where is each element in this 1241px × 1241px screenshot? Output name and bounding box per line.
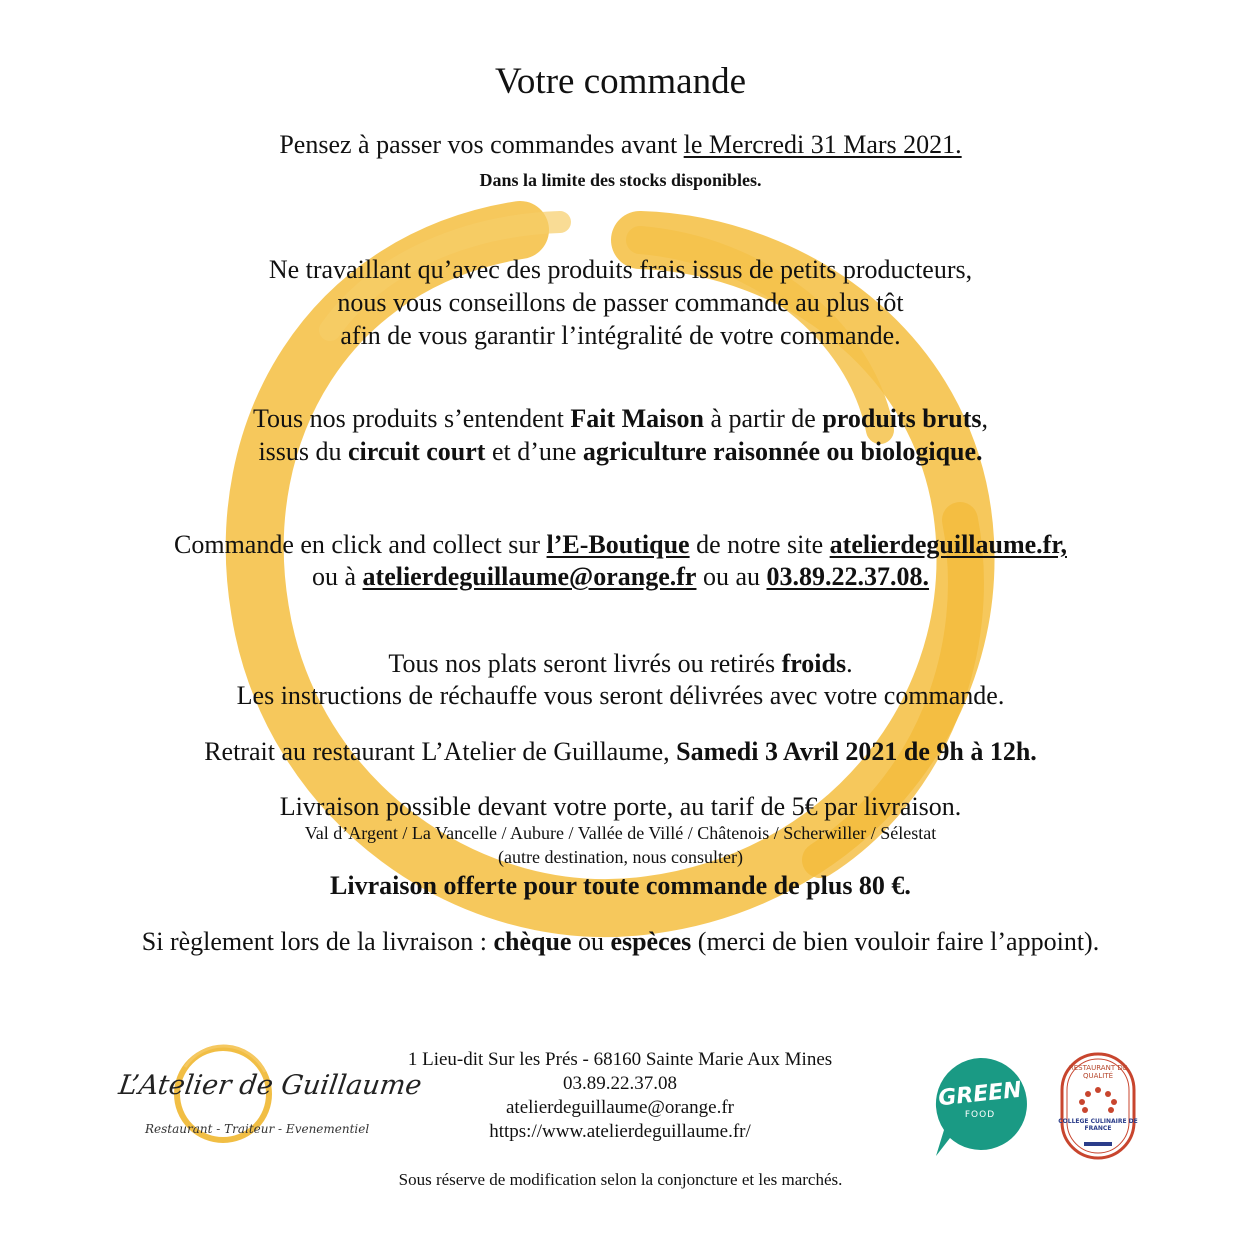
footer-contact <box>320 1048 920 1144</box>
text-segment: à partir de <box>703 404 823 433</box>
fresh-line-3: afin de vous garantir l’intégralité de votre commande. <box>340 321 901 350</box>
logo-name: L’Atelier de Guillaume <box>116 1070 424 1101</box>
deadline-prefix: Pensez à passer vos commandes avant <box>279 130 684 159</box>
text-segment: , <box>981 404 989 433</box>
footer-website[interactable]: https://www.atelierdeguillaume.fr/ <box>489 1121 751 1142</box>
text-segment: (merci de bien vouloir faire l’appoint). <box>691 927 1100 956</box>
logo-subtitle: Restaurant - Traiteur - Evenementiel <box>145 1122 370 1136</box>
seal-top-text: RESTAURANT DE QUALITÉ <box>1068 1064 1128 1080</box>
text-segment: . <box>846 649 853 678</box>
footer-phone: 03.89.22.37.08 <box>563 1073 677 1094</box>
deadline-line <box>0 130 1241 160</box>
text-segment: Tous nos produits s’entendent <box>252 404 571 433</box>
cold-line-2: Les instructions de réchauffe vous seront délivrées avec votre commande. <box>236 681 1005 710</box>
highlight-especes: espèces <box>610 927 692 956</box>
phone-link[interactable]: 03.89.22.37.08. <box>766 562 930 591</box>
eboutique-link[interactable]: l’E-Boutique <box>546 530 690 559</box>
email-link[interactable]: atelierdeguillaume@orange.fr <box>362 562 697 591</box>
highlight-cheque: chèque <box>493 927 572 956</box>
pickup-line <box>0 737 1241 767</box>
order-line-2 <box>0 562 1241 592</box>
text-segment: issus du <box>258 437 349 466</box>
order-line-1 <box>0 530 1241 560</box>
text-segment: ou <box>571 927 611 956</box>
green-food-title: GREEN <box>937 1077 1023 1112</box>
highlight-produits-bruts: produits bruts <box>822 404 982 433</box>
disclaimer: Sous réserve de modification selon la conjoncture et les marchés. <box>398 1170 843 1189</box>
highlight-agriculture: agriculture raisonnée ou biologique. <box>582 437 983 466</box>
green-food-sub: FOOD <box>964 1110 996 1120</box>
payment-line <box>0 927 1241 957</box>
quality-seal <box>1058 1050 1138 1162</box>
products-line-2 <box>0 437 1241 467</box>
stock-note: Dans la limite des stocks disponibles. <box>479 170 762 190</box>
text-segment: ou au <box>696 562 767 591</box>
products-line-1 <box>0 404 1241 434</box>
footer-address: 1 Lieu-dit Sur les Prés - 68160 Sainte Marie Aux Mines <box>407 1049 833 1070</box>
free-delivery: Livraison offerte pour toute commande de plus 80 €. <box>330 871 911 900</box>
delivery-line: Livraison possible devant votre porte, au tarif de 5€ par livraison. <box>279 792 962 821</box>
footer-email[interactable]: atelierdeguillaume@orange.fr <box>506 1097 734 1118</box>
text-segment: de notre site <box>689 530 830 559</box>
delivery-towns: Val d’Argent / La Vancelle / Aubure / Vallée de Villé / Châtenois / Scherwiller / Sélestat <box>304 823 937 843</box>
highlight-pickup-date: Samedi 3 Avril 2021 de 9h à 12h. <box>676 737 1037 766</box>
atelier-logo <box>105 1042 424 1152</box>
deadline-date: le Mercredi 31 Mars 2021. <box>683 130 962 159</box>
text-segment: Commande en click and collect sur <box>174 530 547 559</box>
fresh-line-1: Ne travaillant qu’avec des produits frais issus de petits producteurs, <box>268 255 973 284</box>
text-segment: Si règlement lors de la livraison : <box>141 927 494 956</box>
highlight-circuit-court: circuit court <box>348 437 486 466</box>
text-segment: et d’une <box>485 437 583 466</box>
cold-line-1 <box>0 649 1241 679</box>
delivery-other: (autre destination, nous consulter) <box>498 847 743 867</box>
highlight-froids: froids <box>781 649 847 678</box>
page-title: Votre commande <box>494 61 747 102</box>
fresh-line-2: nous vous conseillons de passer commande au plus tôt <box>337 288 904 317</box>
website-link[interactable]: atelierdeguillaume.fr, <box>829 530 1067 559</box>
text-segment: Retrait au restaurant L’Atelier de Guillaume, <box>204 737 677 766</box>
text-segment: Tous nos plats seront livrés ou retirés <box>388 649 782 678</box>
seal-bottom-text: COLLEGE CULINAIRE DE FRANCE <box>1058 1118 1138 1132</box>
green-food-badge <box>930 1052 1038 1160</box>
text-segment: ou à <box>311 562 363 591</box>
highlight-fait-maison: Fait Maison <box>570 404 704 433</box>
